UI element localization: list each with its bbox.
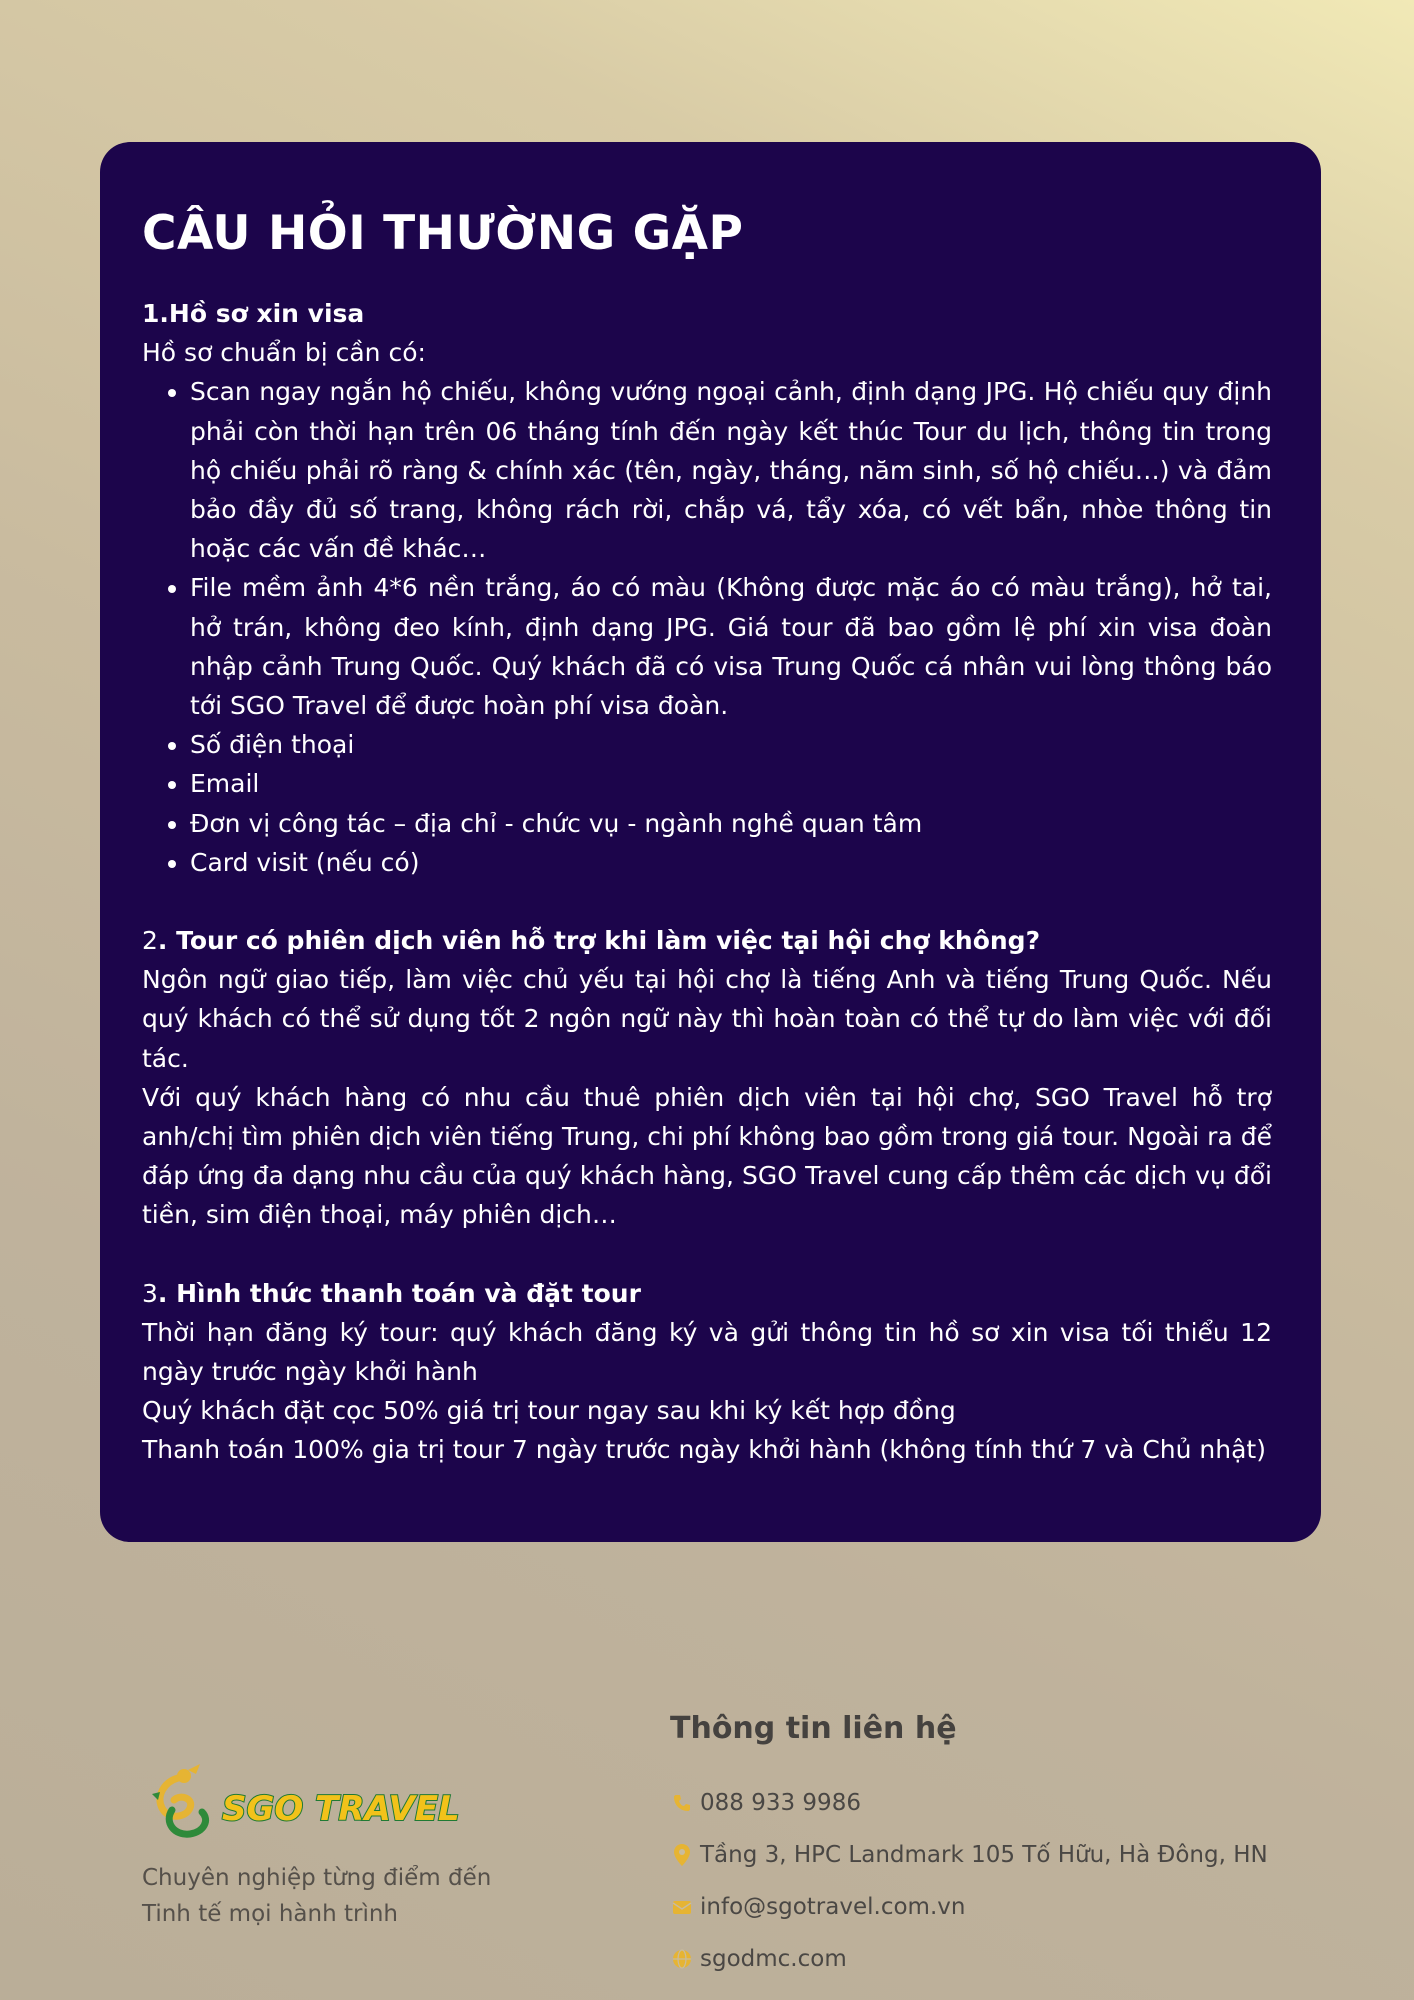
mail-icon bbox=[670, 1895, 694, 1919]
phone-icon bbox=[670, 1791, 694, 1815]
question-3-title: . Hình thức thanh toán và đặt tour bbox=[157, 1278, 641, 1308]
answer-paragraph: Quý khách đặt cọc 50% giá trị tour ngay sau khi ký kết hợp đồng bbox=[142, 1396, 956, 1426]
contact-heading: Thông tin liên hệ bbox=[670, 1711, 957, 1746]
dragon-logo-icon bbox=[150, 1764, 520, 1844]
faq-section-3 bbox=[142, 1274, 1272, 1470]
question-3-heading bbox=[142, 1274, 1272, 1313]
logo-wordmark: SGO TRAVEL bbox=[222, 1789, 460, 1829]
contact-email bbox=[670, 1881, 1268, 1933]
list-item: • Card visit (nếu có) bbox=[190, 843, 1272, 882]
list-item: • Đơn vị công tác – địa chỉ - chức vụ - ngành nghề quan tâm bbox=[190, 804, 1272, 843]
faq-title: CÂU HỎI THƯỜNG GẶP bbox=[142, 206, 744, 261]
list-item: • Scan ngay ngắn hộ chiếu, không vướng ngoại cảnh, định dạng JPG. Hộ chiếu quy định phải còn thời hạn trên 06 tháng tính đến ngày kết thúc Tour du lịch, thông tin trong hộ chiếu phải rõ ràng & chính xác (tên, ngày, tháng, năm sinh, số hộ chiếu…) và đảm bảo đầy đủ số trang, không rách rời, chắp vá, tẩy xóa, có vết bẩn, nhòe thông tin hoặc các vấn đề khác… bbox=[190, 372, 1272, 568]
contact-info bbox=[670, 1703, 1268, 1985]
visa-document-list bbox=[142, 372, 1272, 882]
address-text: Tầng 3, HPC Landmark 105 Tố Hữu, Hà Đông, HN bbox=[700, 1842, 1268, 1868]
answer-paragraph: Thời hạn đăng ký tour: quý khách đăng ký và gửi thông tin hồ sơ xin visa tối thiểu 12 ngày trước ngày khởi hành bbox=[142, 1317, 1272, 1387]
question-1-intro: Hồ sơ chuẩn bị cần có: bbox=[142, 338, 426, 368]
phone-number[interactable]: 088 933 9986 bbox=[700, 1790, 861, 1816]
tagline-line-1: Chuyên nghiệp từng điểm đến bbox=[142, 1865, 492, 1891]
location-pin-icon bbox=[670, 1843, 694, 1867]
question-1-title: 1.Hồ sơ xin visa bbox=[142, 299, 365, 328]
question-2-heading bbox=[142, 921, 1272, 960]
faq-card bbox=[100, 142, 1321, 1542]
list-item: • Email bbox=[190, 764, 1272, 803]
globe-icon bbox=[670, 1947, 694, 1971]
answer-paragraph: Thanh toán 100% gia trị tour 7 ngày trước ngày khởi hành (không tính thứ 7 và Chủ nhật) bbox=[142, 1435, 1266, 1465]
question-2-number: 2 bbox=[142, 926, 158, 956]
question-2-title: . Tour có phiên dịch viên hỗ trợ khi làm việc tại hội chợ không? bbox=[157, 926, 1041, 956]
answer-paragraph: Với quý khách hàng có nhu cầu thuê phiên dịch viên tại hội chợ, SGO Travel hỗ trợ anh/chị tìm phiên dịch viên tiếng Trung, chi phí không bao gồm trong giá tour. Ngoài ra để đáp ứng đa dạng nhu cầu của quý khách hàng, SGO Travel cung cấp thêm các dịch vụ đổi tiền, sim điện thoại, máy phiên dịch… bbox=[142, 1082, 1272, 1230]
faq-section-2 bbox=[142, 921, 1272, 1235]
email-link[interactable]: info@sgotravel.com.vn bbox=[700, 1894, 966, 1920]
tagline-line-2: Tinh tế mọi hành trình bbox=[142, 1901, 399, 1927]
contact-address bbox=[670, 1829, 1268, 1881]
contact-website bbox=[670, 1933, 1268, 1985]
website-link[interactable]: sgodmc.com bbox=[700, 1946, 847, 1972]
question-3-number: 3 bbox=[142, 1278, 158, 1308]
list-item: • File mềm ảnh 4*6 nền trắng, áo có màu (Không được mặc áo có màu trắng), hở tai, hở trán, không đeo kính, định dạng JPG. Giá tour đã bao gồm lệ phí xin visa đoàn nhập cảnh Trung Quốc. Quý khách đã có visa Trung Quốc cá nhân vui lòng thông báo tới SGO Travel để được hoàn phí visa đoàn. bbox=[190, 568, 1272, 725]
answer-paragraph: Ngôn ngữ giao tiếp, làm việc chủ yếu tại hội chợ là tiếng Anh và tiếng Trung Quốc. Nếu quý khách có thể sử dụng tốt 2 ngôn ngữ này thì hoàn toàn có thể tự do làm việc với đối tác. bbox=[142, 965, 1272, 1073]
tagline bbox=[142, 1860, 491, 1932]
faq-section-1 bbox=[142, 294, 1272, 882]
list-item: • Số điện thoại bbox=[190, 725, 1272, 764]
sgo-travel-logo bbox=[150, 1764, 520, 1844]
contact-phone bbox=[670, 1777, 1268, 1829]
